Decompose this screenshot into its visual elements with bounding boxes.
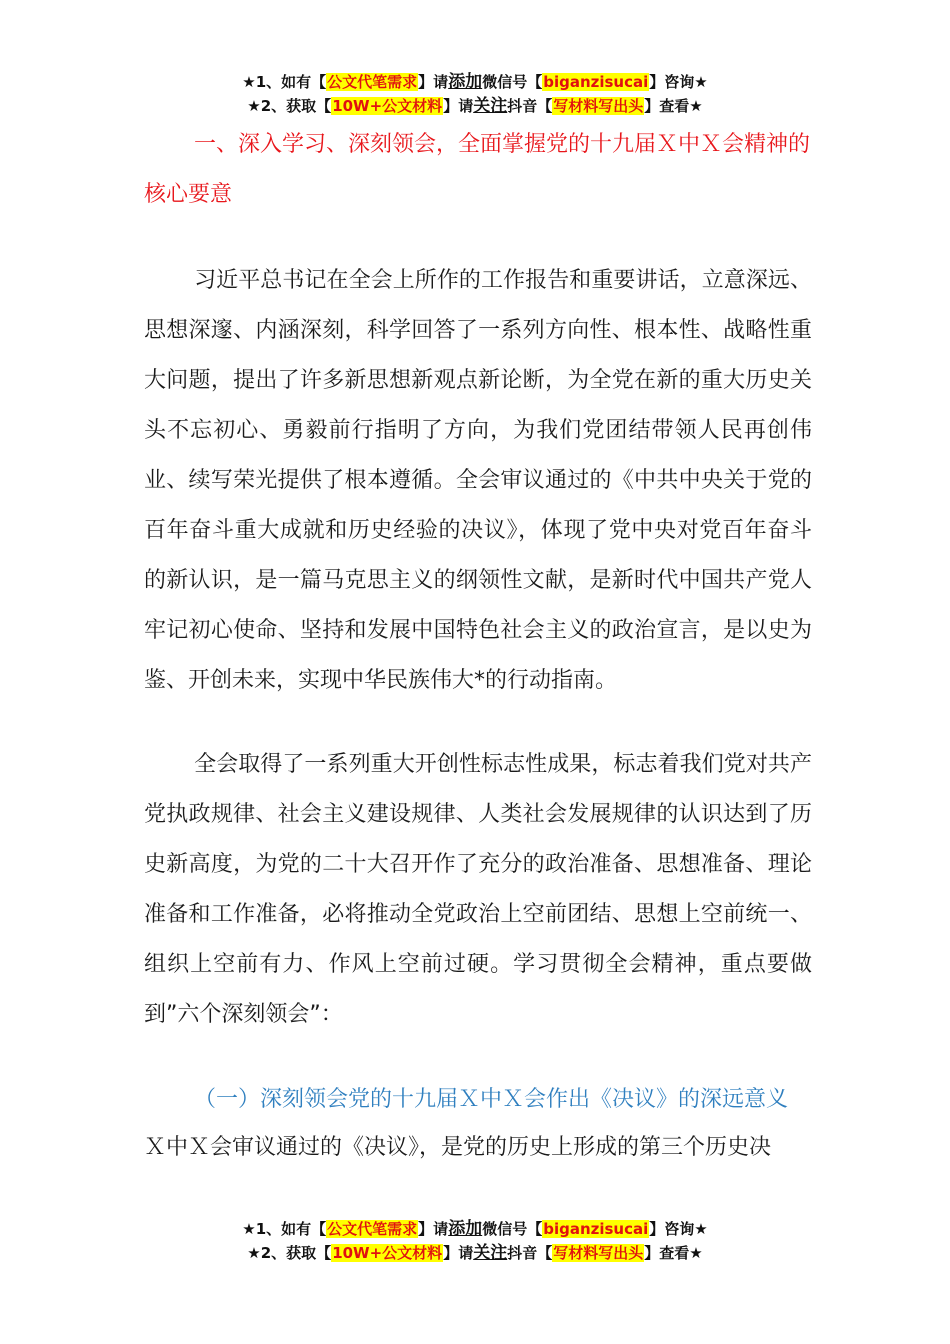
banner-text: 微信号【 (482, 73, 543, 91)
banner-text: ★2、获取【 (247, 1244, 332, 1262)
banner-text: 】查看★ (644, 1244, 703, 1262)
banner-emphasis: 关注 (473, 96, 508, 116)
banner-line-1 (0, 1217, 950, 1241)
banner-text: 】请 (418, 1220, 449, 1238)
banner-highlight: 公文代笔需求 (327, 73, 418, 91)
paragraph-3-text: Ｘ中Ｘ会审议通过的《决议》，是党的历史上形成的第三个历史决 (144, 1135, 772, 1160)
banner-line-2 (0, 1241, 950, 1265)
paragraph-1-text: 习近平总书记在全会上所作的工作报告和重要讲话，立意深远、思想深邃、内涵深刻，科学回答了一系列方向性、根本性、战略性重大问题，提出了许多新思想新观点新论断，为全党在新的重大历史关头不忘初心、勇毅前行指明了方向，为我们党团结带领人民再创伟业、续写荣光提供了根本遵循。全会审议通过的《中共中央关于党的百年奋斗重大成就和历史经验的决议》，体现了党中央对党百年奋斗的新认识，是一篇马克思主义的纲领性文献，是新时代中国共产党人牢记初心使命、坚持和发展中国特色社会主义的政治宣言，是以史为鉴、开创未来，实现中华民族伟大*的行动指南。 (144, 268, 812, 693)
paragraph-2-text: 全会取得了一系列重大开创性标志性成果，标志着我们党对共产党执政规律、社会主义建设规律、人类社会发展规律的认识达到了历史新高度，为党的二十大召开作了充分的政治准备、思想准备、理论准备和工作准备，必将推动全党政治上空前团结、思想上空前统一、组织上空前有力、作风上空前过硬。学习贯彻全会精神，重点要做到”六个深刻领会”： (144, 752, 812, 1027)
banner-emphasis: 添加 (448, 72, 483, 92)
section-heading-text: 一、深入学习、深刻领会，全面掌握党的十九届Ｘ中Ｘ会精神的核心要意 (144, 132, 811, 207)
banner-text: 】咨询★ (649, 1220, 708, 1238)
banner-text: ★2、获取【 (247, 97, 332, 115)
top-banner (0, 70, 950, 118)
paragraph-3 (144, 1123, 812, 1173)
banner-text: ★1、如有【 (242, 1220, 327, 1238)
banner-douyin-id: 写材料写出头 (553, 97, 644, 115)
subsection-heading-text: （一）深刻领会党的十九届Ｘ中Ｘ会作出《决议》的深远意义 (194, 1087, 789, 1112)
banner-text: 】请 (443, 1244, 474, 1262)
banner-wechat-id: biganzisucai (543, 73, 649, 91)
banner-text: 】请 (443, 97, 474, 115)
banner-highlight: 10W+公文材料 (332, 1244, 443, 1262)
banner-text: 抖音【 (507, 97, 553, 115)
banner-line-1 (0, 70, 950, 94)
subsection-heading (144, 1075, 812, 1125)
bottom-banner (0, 1217, 950, 1265)
paragraph-2 (144, 740, 812, 1040)
banner-emphasis: 添加 (448, 1219, 483, 1239)
banner-text: 】查看★ (644, 97, 703, 115)
section-heading (144, 120, 812, 220)
banner-text: 】咨询★ (649, 73, 708, 91)
banner-highlight: 10W+公文材料 (332, 97, 443, 115)
paragraph-1 (144, 256, 812, 706)
banner-douyin-id: 写材料写出头 (553, 1244, 644, 1262)
banner-wechat-id: biganzisucai (543, 1220, 649, 1238)
banner-text: 】请 (418, 73, 449, 91)
banner-emphasis: 关注 (473, 1243, 508, 1263)
banner-text: 抖音【 (507, 1244, 553, 1262)
banner-highlight: 公文代笔需求 (327, 1220, 418, 1238)
banner-text: ★1、如有【 (242, 73, 327, 91)
banner-text: 微信号【 (482, 1220, 543, 1238)
banner-line-2 (0, 94, 950, 118)
